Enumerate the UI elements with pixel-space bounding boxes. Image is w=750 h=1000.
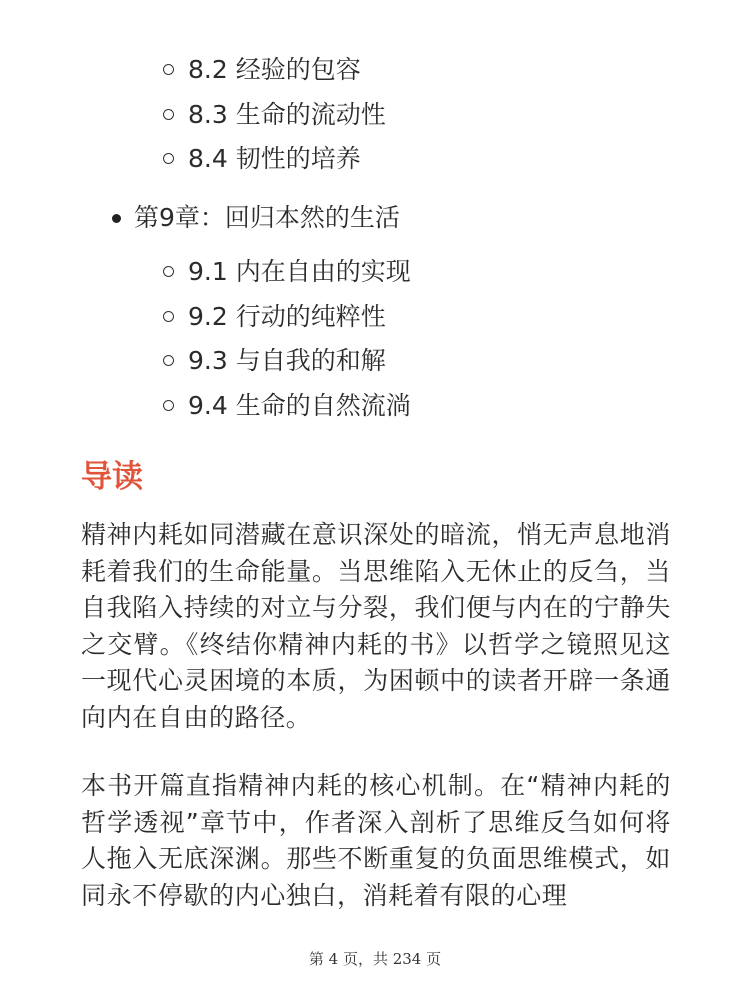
- toc-item-8-3[interactable]: [163, 93, 386, 138]
- toc-item-9-1[interactable]: [163, 250, 411, 295]
- toc-item-label: 9.2 行动的纯粹性: [188, 301, 386, 331]
- circle-bullet-icon: [163, 109, 174, 120]
- paragraph-2: 本书开篇直指精神内耗的核心机制。在“精神内耗的哲学透视”章节中，作者深入剖析了思维反刍如何将人拖入无底深渊。那些不断重复的负面思维模式，如同永不停歇的内心独白，消耗着有限的心理: [81, 771, 671, 910]
- circle-bullet-icon: [163, 355, 174, 366]
- toc-item-label: 8.2 经验的包容: [188, 55, 361, 84]
- circle-bullet-icon: [163, 400, 174, 411]
- section-heading: 导读: [81, 459, 143, 495]
- toc-item-8-2[interactable]: [163, 48, 386, 93]
- toc-item-9-3[interactable]: [163, 339, 411, 384]
- disc-bullet-icon: [112, 214, 121, 223]
- toc-chapter-9[interactable]: [110, 196, 400, 240]
- toc-item-label: 9.4 生命的自然流淌: [188, 390, 411, 420]
- toc-item-9-2[interactable]: [163, 295, 411, 340]
- circle-bullet-icon: [163, 153, 174, 164]
- toc-item-label: 8.4 韧性的培养: [188, 144, 361, 173]
- circle-bullet-icon: [163, 64, 174, 75]
- circle-bullet-icon: [163, 266, 174, 277]
- paragraph-1: 精神内耗如同潜藏在意识深处的暗流，悄无声息地消耗着我们的生命能量。当思维陷入无休止的反刍，当自我陷入持续的对立与分裂，我们便与内在的宁静失之交臂。《终结你精神内耗的书》以哲学之镜照见这一现代心灵困境的本质，为困顿中的读者开辟一条通向内在自由的路径。: [81, 520, 671, 732]
- toc-item-label: 9.3 与自我的和解: [188, 346, 386, 375]
- circle-bullet-icon: [163, 311, 174, 322]
- toc-ch9-sublist: [163, 250, 411, 428]
- toc-item-8-4[interactable]: [163, 137, 386, 182]
- page-number-footer: 第 4 页，共 234 页: [308, 950, 442, 968]
- toc-item-9-4[interactable]: [163, 384, 411, 429]
- toc-item-label: 8.3 生命的流动性: [188, 99, 386, 129]
- toc-ch8-sublist: [163, 48, 386, 182]
- toc-item-label: 9.1 内在自由的实现: [188, 257, 411, 286]
- toc-chapter-label: 第9章：回归本然的生活: [134, 203, 400, 232]
